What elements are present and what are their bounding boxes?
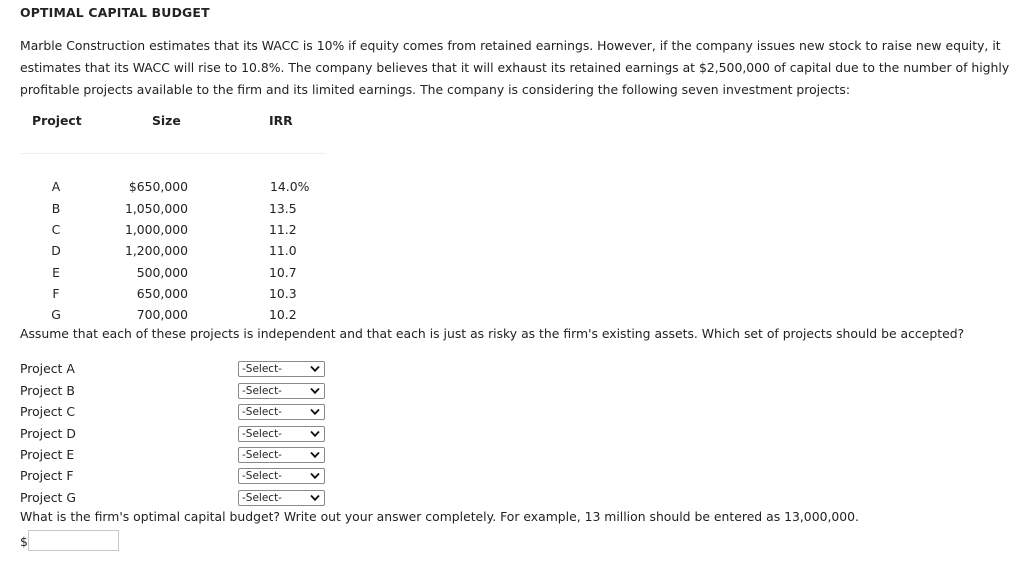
chevron-down-icon <box>310 472 320 480</box>
table-cell-project: C <box>51 222 61 237</box>
table-cell-project: A <box>51 179 61 194</box>
decision-label-f: Project F <box>20 468 74 483</box>
table-cell-project: E <box>52 265 60 280</box>
chevron-down-icon <box>310 387 320 395</box>
decision-select-a[interactable] <box>238 361 325 377</box>
table-cell-project: B <box>51 201 61 216</box>
table-cell-size: 1,200,000 <box>124 243 188 258</box>
capital-budget-input[interactable] <box>28 530 119 551</box>
table-cell-size: 500,000 <box>136 265 188 280</box>
chevron-down-icon <box>310 430 320 438</box>
table-cell-irr: 11.0 <box>269 243 297 258</box>
table-cell-size: 700,000 <box>136 307 188 322</box>
decision-label-d: Project D <box>20 426 76 441</box>
table-cell-size: 1,000,000 <box>124 222 188 237</box>
header-irr: IRR <box>269 113 293 128</box>
decision-label-a: Project A <box>20 361 75 376</box>
decision-select-g[interactable] <box>238 490 325 506</box>
table-cell-size: 650,000 <box>136 286 188 301</box>
assumption-text: Assume that each of these projects is independent and that each is just as risky as the firm's existing assets. Which set of projects should be accepted? <box>20 326 965 341</box>
table-cell-irr: 10.2 <box>269 307 297 322</box>
table-cell-project: F <box>52 286 60 301</box>
select-value: -Select- <box>242 470 282 482</box>
table-divider <box>20 153 325 154</box>
table-cell-size: 1,050,000 <box>124 201 188 216</box>
decision-select-f[interactable] <box>238 468 325 484</box>
select-value: -Select- <box>242 449 282 461</box>
table-cell-irr: 10.3 <box>269 286 297 301</box>
decision-label-b: Project B <box>20 383 75 398</box>
chevron-down-icon <box>310 494 320 502</box>
table-cell-irr: 13.5 <box>269 201 297 216</box>
decision-select-d[interactable] <box>238 426 325 442</box>
table-cell-project: D <box>51 243 61 258</box>
table-cell-project: G <box>51 307 61 322</box>
page-title: OPTIMAL CAPITAL BUDGET <box>20 5 210 20</box>
decision-select-c[interactable] <box>238 404 325 420</box>
decision-select-b[interactable] <box>238 383 325 399</box>
problem-intro: Marble Construction estimates that its WACC is 10% if equity comes from retained earnings. However, if the company issues new stock to raise new equity, it estimates that its WACC will rise to 10.8%. The company believes that it will exhaust its retained earnings at $2,500,000 of capital due to the number of highly profitable projects available to the firm and its limited earnings. The company is considering the following seven investment projects: <box>20 38 1010 97</box>
question-text: What is the firm's optimal capital budget? Write out your answer completely. For example, 13 million should be entered as 13,000,000. <box>20 509 859 524</box>
currency-symbol: $ <box>20 534 28 549</box>
chevron-down-icon <box>310 365 320 373</box>
table-cell-irr: 11.2 <box>269 222 297 237</box>
chevron-down-icon <box>310 451 320 459</box>
table-cell-irr: 14.0% <box>270 179 310 194</box>
table-cell-size: $650,000 <box>128 179 188 194</box>
select-value: -Select- <box>242 363 282 375</box>
select-value: -Select- <box>242 492 282 504</box>
table-cell-irr: 10.7 <box>269 265 297 280</box>
chevron-down-icon <box>310 408 320 416</box>
decision-select-e[interactable] <box>238 447 325 463</box>
decision-label-e: Project E <box>20 447 75 462</box>
select-value: -Select- <box>242 406 282 418</box>
decision-label-g: Project G <box>20 490 76 505</box>
select-value: -Select- <box>242 385 282 397</box>
header-project: Project <box>32 113 82 128</box>
header-size: Size <box>152 113 181 128</box>
select-value: -Select- <box>242 428 282 440</box>
decision-label-c: Project C <box>20 404 75 419</box>
